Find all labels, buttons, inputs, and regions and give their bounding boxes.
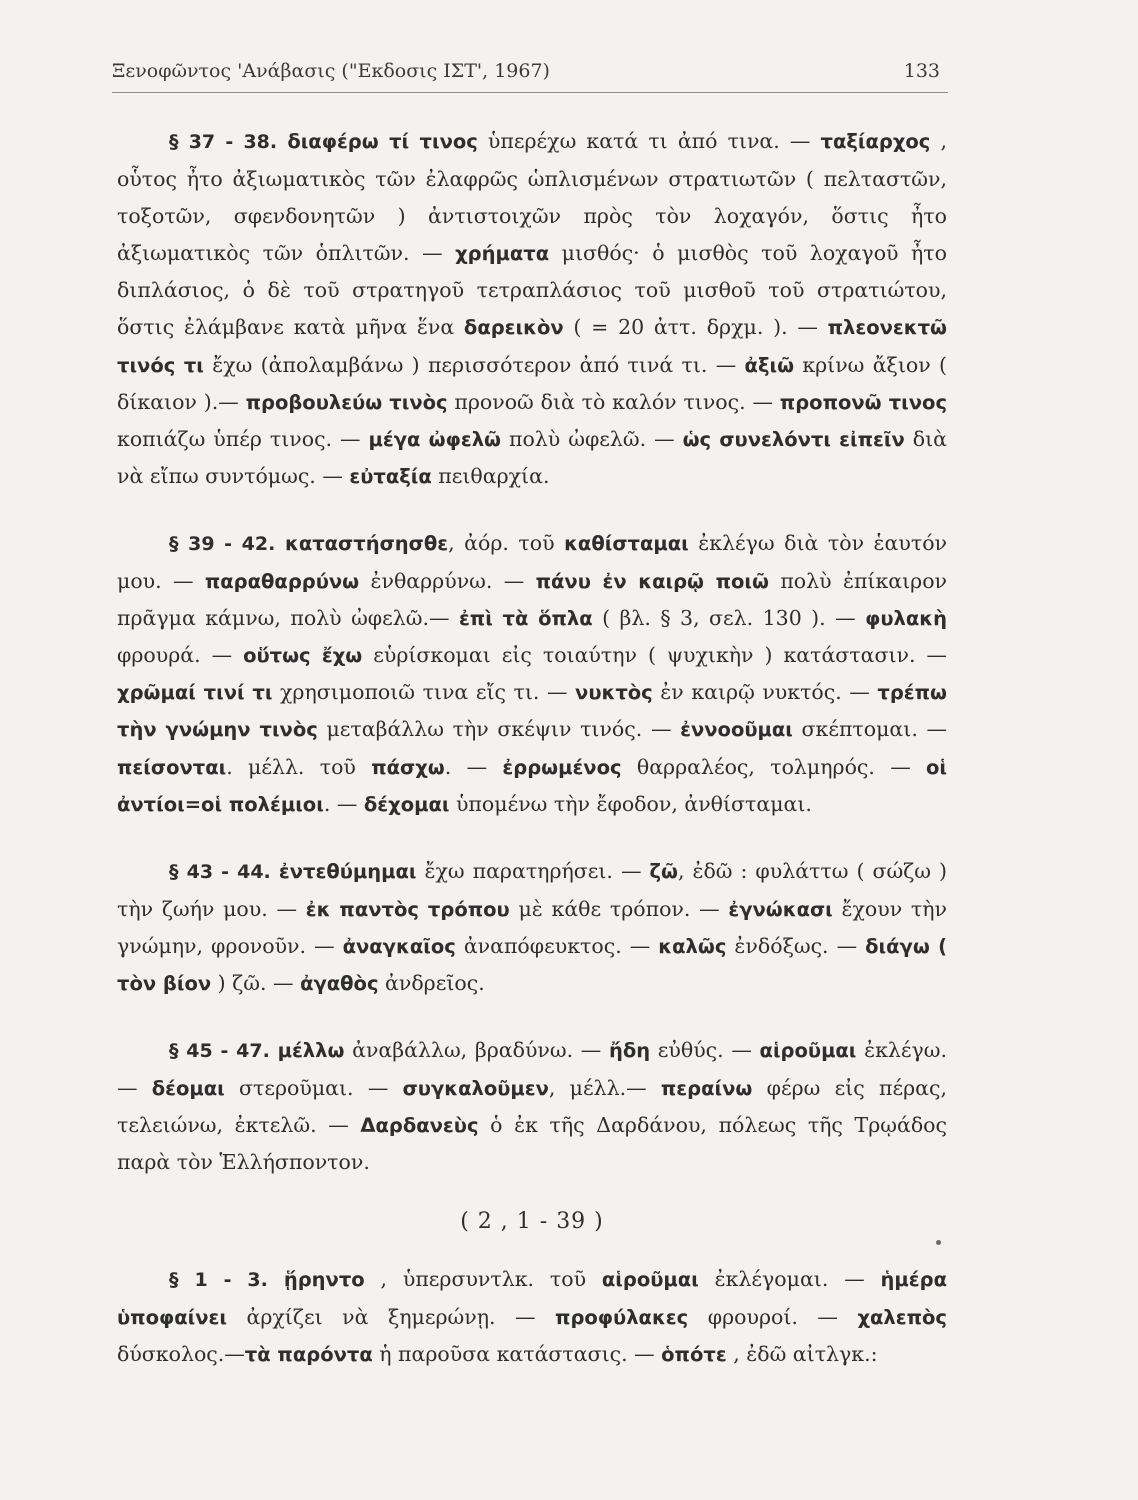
glossed-term: μέγα ὠφελῶ	[368, 427, 502, 451]
gloss-text: εὑρίσκομαι εἰς τοιαύτην ( ψυχικὴν ) κατάστασιν. —	[362, 643, 947, 668]
gloss-text: , ἐδῶ αἰτλγκ.:	[726, 1341, 878, 1366]
glossed-term: διαφέρω τί τινος	[287, 130, 478, 153]
commentary-paragraph	[117, 123, 947, 495]
gloss-text: πολὺ ἐπίκαιρον πρᾶγμα κάμνω, πολὺ ὠφελῶ.—	[117, 569, 948, 631]
glossed-term: ἐπὶ τὰ ὅπλα	[458, 607, 593, 631]
glossed-term: ἐκ παντὸς τρόπου	[305, 897, 510, 921]
glossed-term: δέομαι	[151, 1077, 225, 1101]
gloss-text: θαρραλέος, τολμηρός. —	[621, 754, 927, 779]
glossed-term: προβουλεύω τινὸς	[245, 390, 448, 414]
gloss-text: ἐκλέγω διὰ τὸν ἑαυτόν μου. —	[117, 530, 948, 594]
commentary-paragraph	[117, 853, 947, 1002]
gloss-text: φέρω εἰς πέρας, τελειώνω, ἐκτελῶ. —	[117, 1076, 947, 1138]
glossed-term: ἡμέρα ὑποφαίνει	[117, 1267, 947, 1329]
glossed-term: δαρεικὸν	[463, 316, 564, 340]
glossed-term: ἐρρωμένος	[502, 755, 622, 779]
glossed-term: συγκαλοῦμεν	[402, 1077, 549, 1101]
gloss-text: ἐνδόξως. —	[726, 933, 866, 958]
glossed-term: πάσχω	[371, 755, 445, 779]
section-reference: § 45 - 47.	[169, 1040, 278, 1063]
glossed-term: οἱ ἀντίοι=οἱ πολέμιοι	[117, 755, 948, 816]
glossed-term: πάνυ ἐν καιρῷ ποιῶ	[535, 570, 769, 594]
gloss-text: , ἐδῶ : φυλάττω ( σώζω ) τὴν ζωήν μου. —	[117, 858, 948, 921]
glossed-term: ἐγνώκασι	[728, 897, 833, 921]
glossed-term: ἐντεθύμημαι	[278, 859, 417, 883]
gloss-text: ( = 20 ἀττ. δρχμ. ). —	[563, 315, 828, 340]
gloss-text: κρίνω ἄξιον ( δίκαιον ).—	[117, 352, 947, 414]
gloss-text: εὐθύς. —	[650, 1038, 760, 1063]
gloss-text: . μέλλ. τοῦ	[226, 754, 372, 779]
gloss-text: , ἀόρ. τοῦ	[448, 530, 565, 555]
gloss-text: ἀνδρεῖος.	[378, 970, 485, 995]
glossed-term: ἀναγκαῖος	[342, 934, 456, 958]
gloss-text: στεροῦμαι. —	[224, 1076, 403, 1101]
chapter-reference: ( 2 , 1 - 39 )	[460, 1209, 604, 1235]
gloss-text: μεταβάλλω τὴν σκέψιν τινός. —	[317, 717, 681, 742]
commentary-paragraph	[117, 525, 947, 823]
gloss-text: φρουρά. —	[117, 643, 244, 668]
gloss-text: ) ζῶ. —	[211, 970, 301, 995]
page-number: 133	[903, 60, 940, 82]
gloss-text: ἐκλέγω. —	[117, 1038, 948, 1101]
gloss-text: ἐκλέγομαι. —	[698, 1266, 881, 1291]
glossed-term: ἀγαθὸς	[300, 971, 379, 995]
gloss-text: χρησιμοποιῶ τινα εἴς τι. —	[272, 680, 576, 705]
glossed-term: προφύλακες	[555, 1305, 689, 1329]
glossed-term: ὁπότε	[661, 1342, 727, 1366]
gloss-text: ἡ παροῦσα κατάστασις. —	[372, 1341, 662, 1366]
glossed-term: αἱροῦμαι	[759, 1039, 857, 1063]
glossed-term: προπονῶ τινος	[779, 390, 948, 414]
gloss-text: . —	[323, 791, 364, 816]
gloss-text: σκέπτομαι. —	[792, 717, 947, 742]
gloss-text: πολὺ ὠφελῶ. —	[501, 426, 683, 451]
glossed-term: χρῶμαί τινί τι	[117, 681, 273, 705]
gloss-text: ἐν καιρῷ νυκτός. —	[652, 680, 878, 705]
glossed-term: χρήματα	[455, 242, 550, 266]
gloss-text: μὲ κάθε τρόπον. —	[509, 896, 729, 921]
glossed-term: Δαρδανεὺς	[360, 1114, 479, 1138]
glossed-term: ὡς συνελόντι εἰπεῖν	[682, 427, 905, 451]
glossed-term: ἀξιῶ	[744, 353, 795, 377]
gloss-text: πειθαρχία.	[431, 463, 550, 488]
gloss-text: μισθός· ὁ μισθὸς τοῦ λοχαγοῦ ἦτο διπλάσιος, ὁ δὲ τοῦ στρατηγοῦ τετραπλάσιος τοῦ μισθοῦ τοῦ στρατιώτου, ὅστις ἐλάμβανε κατὰ μῆνα ἕνα	[117, 241, 947, 340]
glossed-term: τὰ παρόντα	[244, 1342, 373, 1366]
gloss-text: ( βλ. § 3, σελ. 130 ). —	[592, 606, 866, 631]
commentary-paragraph	[117, 1032, 947, 1181]
commentary-body	[117, 123, 947, 1373]
gloss-text: διὰ νὰ εἴπω συντόμως. —	[117, 426, 947, 488]
gloss-text: ὑπερέχω κατά τι ἀπό τινα. —	[477, 129, 821, 153]
glossed-term: αἱροῦμαι	[601, 1267, 699, 1291]
running-head	[112, 60, 940, 82]
gloss-text: ἔχω παρατηρήσει. —	[416, 858, 650, 883]
section-reference: § 37 - 38.	[169, 131, 288, 153]
section-reference: § 43 - 44.	[169, 860, 279, 883]
glossed-term: ταξίαρχος	[820, 130, 931, 153]
glossed-term: οὕτως ἔχω	[243, 644, 363, 668]
glossed-term: μέλλω	[277, 1039, 345, 1063]
gloss-text: προνοῶ διὰ τὸ καλόν τινος. —	[447, 389, 780, 414]
gloss-text: . —	[444, 754, 503, 779]
glossed-term: καθίσταμαι	[564, 531, 689, 555]
glossed-term: εὐταξία	[349, 464, 432, 488]
glossed-term: χαλεπὸς	[857, 1305, 947, 1329]
gloss-text: ἔχουν τὴν γνώμην, φρονοῦν. —	[117, 896, 947, 958]
glossed-term: ἤδη	[608, 1039, 651, 1063]
gloss-text: κοπιάζω ὑπέρ τινος. —	[117, 426, 369, 451]
gloss-text: , οὗτος ἦτο ἀξιωματικὸς τῶν ἐλαφρῶς ὡπλισμένων στρατιωτῶν ( πελταστῶν, τοξοτῶν, σφενδονητῶν ) ἀντιστοιχῶν πρὸς τὸν λοχαγόν, ὅστις ἦτο ἀξιωματικὸς τῶν ὁπλιτῶν. —	[117, 129, 947, 266]
gloss-text: δύσκολος.—	[117, 1341, 245, 1366]
gloss-text: , ὑπερσυντλκ. τοῦ	[364, 1266, 602, 1291]
glossed-term: διάγω ( τὸν βίον	[117, 934, 947, 995]
gloss-text: ἀρχίζει νὰ ξημερώνῃ. —	[226, 1304, 556, 1329]
commentary-paragraph	[117, 1261, 947, 1373]
glossed-term: παραθαρρύνω	[204, 570, 360, 594]
print-speck	[936, 1240, 941, 1245]
running-head-title: Ξενοφῶντος 'Ανάβασις ("Εκδοσις ΙΣΤ', 1967)	[112, 60, 550, 82]
gloss-text: ἀναπόφευκτος. —	[455, 933, 659, 958]
gloss-text: φρουροί. —	[688, 1304, 858, 1329]
gloss-text: ὑπομένω τὴν ἔφοδον, ἀνθίσταμαι.	[449, 791, 812, 816]
header-rule	[112, 92, 948, 93]
glossed-term: ζῶ	[649, 859, 678, 883]
gloss-text: ἀναβάλλω, βραδύνω. —	[344, 1038, 609, 1063]
glossed-term: ἐννοοῦμαι	[680, 718, 793, 742]
glossed-term: φυλακὴ	[865, 607, 947, 631]
glossed-term: δέχομαι	[363, 792, 450, 816]
section-reference: § 1 - 3.	[169, 1268, 284, 1291]
glossed-term: νυκτὸς	[575, 681, 653, 705]
gloss-text: ἐνθαρρύνω. —	[359, 569, 536, 594]
glossed-term: ᾕρηντο	[283, 1267, 365, 1291]
glossed-term: καλῶς	[658, 934, 727, 958]
section-reference: § 39 - 42.	[169, 532, 285, 555]
gloss-text: ὁ ἐκ τῆς Δαρδάνου, πόλεως τῆς Τρῳάδος παρὰ τὸν Ἑλλήσποντον.	[117, 1113, 947, 1175]
gloss-text: ἔχω (ἀπολαμβάνω ) περισσότερον ἀπό τινά τι. —	[203, 352, 745, 377]
glossed-term: καταστήσησθε	[284, 531, 449, 555]
glossed-term: πλεονεκτῶ τινός τι	[117, 316, 947, 377]
gloss-text: , μέλλ.—	[548, 1076, 661, 1101]
glossed-term: περαίνω	[660, 1077, 753, 1101]
glossed-term: πείσονται	[117, 755, 227, 779]
glossed-term: τρέπω τὴν γνώμην τινὸς	[117, 681, 948, 742]
